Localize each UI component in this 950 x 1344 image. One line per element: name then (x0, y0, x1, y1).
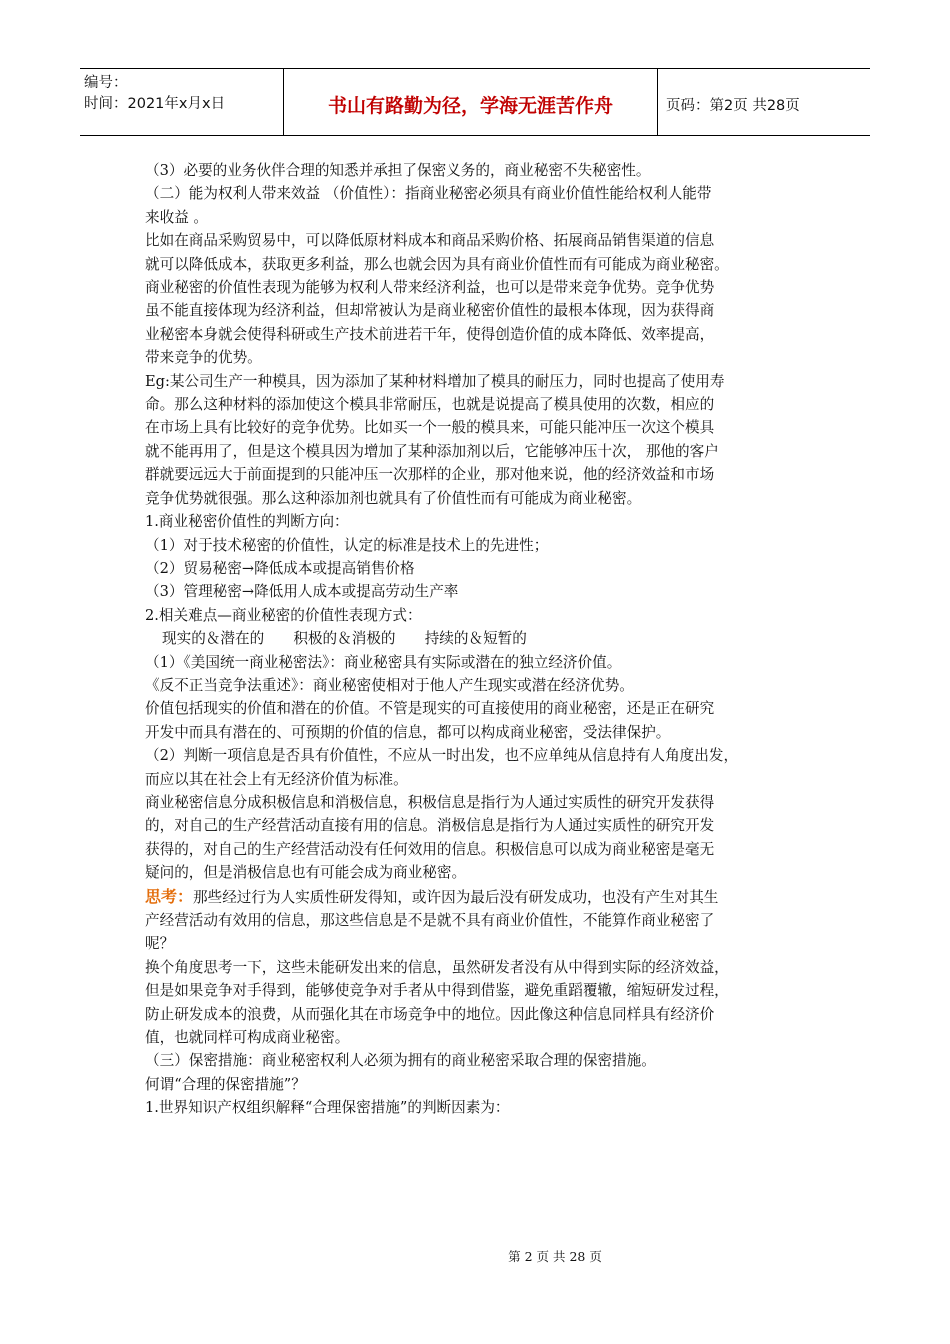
text-line: 命。那么这种材料的添加使这个模具非常耐压，也就是说提高了模具使用的次数，相应的 (145, 396, 715, 414)
think-text: 那些经过行为人实质性研发得知，或许因为最后没有研发成功，也没有产生对其生 (193, 888, 719, 906)
header-page-number: 页码：第2页 共28页 (666, 97, 800, 114)
text-line: 开发中而具有潜在的、可预期的价值的信息，都可以构成商业秘密，受法律保护。 (145, 723, 671, 741)
text-line: 但是如果竞争对手得到，能够使竞争对手者从中得到借鉴，避免重蹈覆辙，缩短研发过程， (145, 982, 729, 1000)
text-line: 产经营活动有效用的信息，那这些信息是不是就不具有商业价值性，不能算作商业秘密了 (145, 912, 715, 929)
text-line: 《反不正当竞争法重述》：商业秘密使相对于他人产生现实或潜在经济优势。 (145, 676, 634, 694)
page-header (80, 68, 870, 136)
text-line: 防止研发成本的浪费，从而强化其在市场竞争中的地位。因此像这种信息同样具有经济价 (145, 1005, 715, 1023)
text-line: 价值包括现实的价值和潜在的价值。不管是现实的可直接使用的商业秘密，还是正在研究 (145, 700, 715, 718)
text-line: （三）保密措施：商业秘密权利人必须为拥有的商业秘密采取合理的保密措施。 (145, 1052, 656, 1070)
text-line: 群就要远远大于前面提到的只能冲压一次那样的企业，那对他来说，他的经济效益和市场 (145, 466, 715, 484)
text-line: Eg:某公司生产一种模具，因为添加了某种材料增加了模具的耐压力，同时也提高了使用寿 (145, 372, 725, 390)
text-line: 商业秘密的价值性表现为能够为权利人带来经济利益，也可以是带来竞争优势。竞争优势 (145, 279, 715, 297)
text-line: 而应以其在社会上有无经济价值为标准。 (145, 770, 408, 788)
text-line: 的，对自己的生产经营活动直接有用的信息。消极信息是指行为人通过实质性的研究开发 (145, 817, 715, 835)
text-line: 比如在商品采购贸易中，可以降低原材料成本和商品采购价格、拓展商品销售渠道的信息 (145, 232, 715, 250)
text-line: 何谓“合理的保密措施”？ (145, 1075, 306, 1093)
text-line: 在市场上具有比较好的竞争优势。比如买一个一般的模具来，可能只能冲压一次这个模具 (145, 419, 715, 437)
text-line: 竞争优势就很强。那么这种添加剂也就具有了价值性而有可能成为商业秘密。 (145, 489, 642, 507)
text-line: （2）贸易秘密→降低成本或提高销售价格 (145, 559, 415, 577)
text-line: 业秘密本身就会使得科研或生产技术前进若干年，使得创造价值的成本降低、效率提高， (145, 325, 715, 343)
text-line: （1）《美国统一商业秘密法》：商业秘密具有实际或潜在的独立经济价值。 (145, 653, 622, 671)
date-label: 时间：2021年x月x日 (84, 96, 226, 112)
text-line: 1.商业秘密价值性的判断方向： (145, 513, 349, 531)
think-label: 思考： (145, 886, 194, 906)
header-info-cell (80, 69, 284, 135)
text-line: （3）管理秘密→降低用人成本或提高劳动生产率 (145, 583, 459, 601)
document-body (145, 159, 825, 1120)
text-line: 2.相关难点—商业秘密的价值性表现方式： (145, 606, 422, 624)
text-line: 值，也就同样可构成商业秘密。 (145, 1029, 350, 1047)
text-line: 就可以降低成本，获取更多利益，那么也就会因为具有商业价值性而有可能成为商业秘密。 (145, 255, 729, 273)
text-line: （1）对于技术秘密的价值性，认定的标准是技术上的先进性； (145, 536, 549, 554)
think-line (145, 885, 825, 909)
text-line: 虽不能直接体现为经济利益，但却常被认为是商业秘密价值性的最根本体现，因为获得商 (145, 302, 715, 320)
text-line: 就不能再用了，但是这个模具因为增加了某种添加剂以后，它能够冲压十次， 那他的客户 (145, 442, 719, 460)
text-line: 疑问的，但是消极信息也有可能会成为商业秘密。 (145, 864, 467, 882)
text-line: 带来竞争的优势。 (145, 349, 262, 367)
text-line: 获得的，对自己的生产经营活动没有任何效用的信息。积极信息可以成为商业秘密是毫无 (145, 840, 715, 858)
text-line: 商业秘密信息分成积极信息和消极信息，积极信息是指行为人通过实质性的研究开发获得 (145, 793, 715, 811)
page-footer: 第 2 页 共 28 页 (508, 1249, 602, 1264)
text-line: （二）能为权利人带来效益 （价值性）：指商业秘密必须具有商业价值性能给权利人能带 (145, 185, 712, 203)
text-line: （3）必要的业务伙伴合理的知悉并承担了保密义务的，商业秘密不失秘密性。 (145, 162, 651, 179)
text-line: 来收益 。 (145, 208, 209, 226)
document-number-label: 编号： (84, 75, 128, 91)
header-motto: 书山有路勤为径，学海无涯苦作舟 (284, 69, 658, 135)
text-line: 呢？ (145, 935, 175, 953)
text-line: 现实的＆潜在的 积极的＆消极的 持续的＆短暂的 (162, 630, 527, 648)
text-line: 换个角度思考一下，这些未能研发出来的信息，虽然研发者没有从中得到实际的经济效益， (145, 958, 729, 976)
text-line: （2）判断一项信息是否具有价值性，不应从一时出发，也不应单纯从信息持有人角度出发， (145, 747, 739, 765)
text-line: 1.世界知识产权组织解释“合理保密措施”的判断因素为： (145, 1099, 510, 1117)
